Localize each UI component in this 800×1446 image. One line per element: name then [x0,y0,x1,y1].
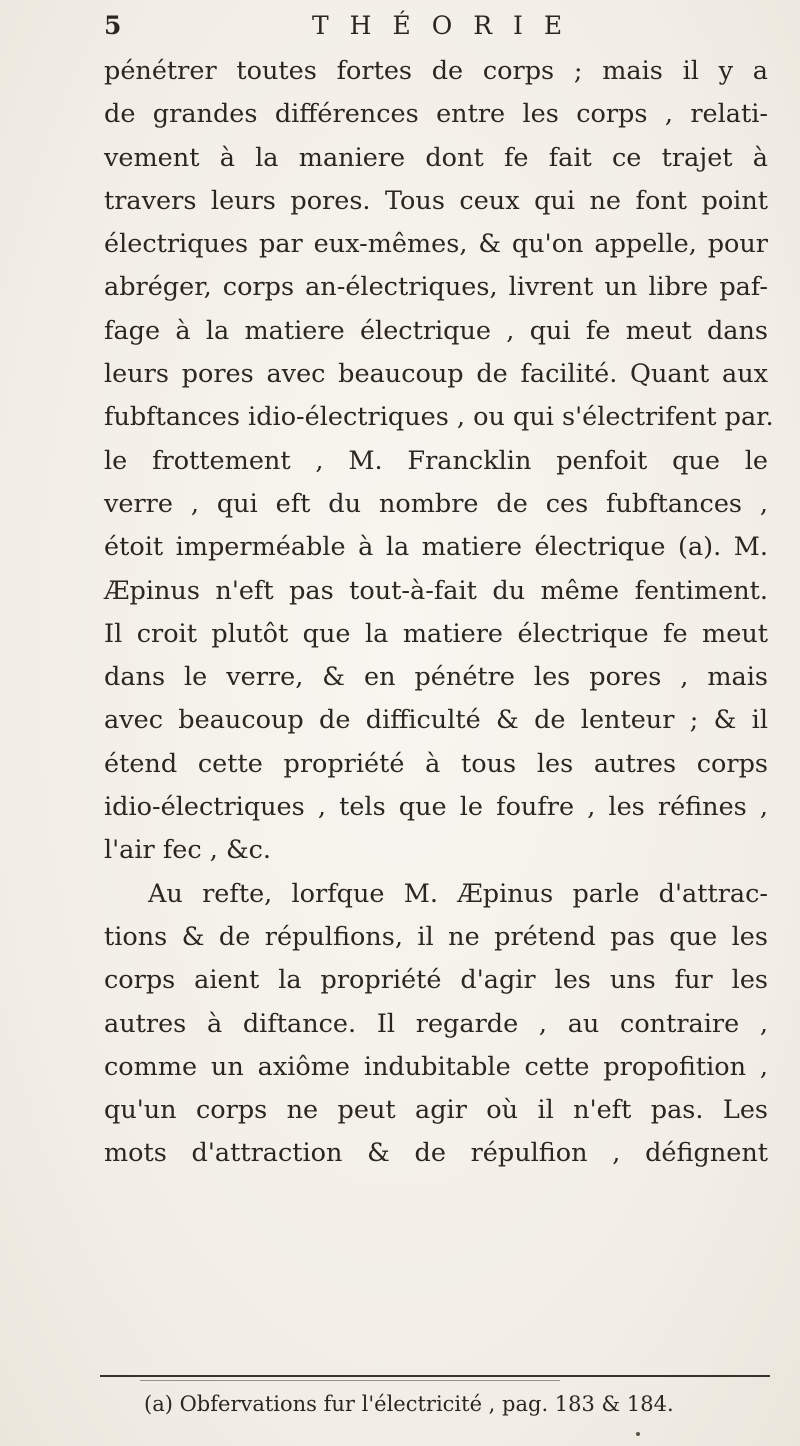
text-line: avec beaucoup de difficulté & de lenteur ; & il [104,705,768,736]
text-line: étoit imperméable à la matiere électrique (a). M. [104,532,768,563]
text-line: Il croit plutôt que la matiere électrique fe meut [104,618,768,649]
text-line: pénétrer toutes fortes de corps ; mais il y a [104,56,768,86]
footnote-rule [100,1375,770,1377]
text-line: Æpinus n'eft pas tout-à-fait du même fentiment. [104,575,768,606]
text-line: leurs pores avec beaucoup de facilité. Quant aux [104,359,768,390]
text-line: fubftances idio-électriques , ou qui s'électrifent par. [104,402,774,433]
text-line: dans le verre, & en pénétre les pores , mais [104,662,768,693]
footnote: (a) Obfervations fur l'électricité , pag. 183 & 184. [144,1392,674,1416]
page-number: 5 [104,11,122,40]
text-line: de grandes différences entre les corps , relati- [104,99,768,130]
text-line: qu'un corps ne peut agir où il n'eft pas. Les [104,1095,768,1126]
text-line: corps aient la propriété d'agir les uns fur les [104,965,768,996]
text-line: travers leurs pores. Tous ceux qui ne font point [104,185,768,216]
running-title: THÉORIE [312,11,584,40]
ink-speck [636,1432,640,1436]
text-line: électriques par eux-mêmes, & qu'on appelle, pour [104,229,768,260]
text-line: comme un axiôme indubitable cette propofition , [104,1051,768,1082]
text-line: vement à la maniere dont fe fait ce trajet à [104,142,768,173]
text-line: idio-électriques , tels que le foufre , les réfines , [104,792,768,823]
text-line: verre , qui eft du nombre de ces fubftances , [104,488,768,519]
text-line: autres à diftance. Il regarde , au contraire , [104,1008,768,1039]
text-line: mots d'attraction & de répulfion , défignent [104,1138,768,1169]
body-text [104,50,774,1176]
text-line: étend cette propriété à tous les autres corps [104,748,768,779]
text-line: le frottement , M. Francklin penfoit que le [104,445,768,476]
text-line: abréger, corps an-électriques, livrent un libre paf- [104,272,768,303]
text-line-paragraph-start: Au refte, lorfque M. Æpinus parle d'attrac- [148,878,768,909]
text-line: fage à la matiere électrique , qui fe meut dans [104,315,768,346]
text-line: tions & de répulfions, il ne prétend pas que les [104,921,768,952]
footnote-rule-shadow [140,1380,560,1381]
running-head [104,6,764,46]
text-line-paragraph-end: l'air fec , &c. [104,835,272,866]
